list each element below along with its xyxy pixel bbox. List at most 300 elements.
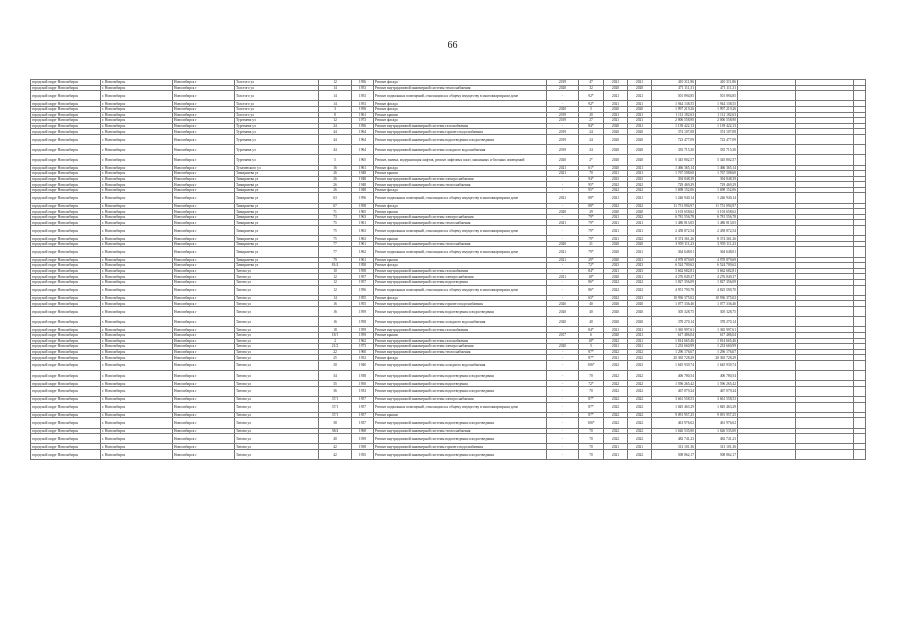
- table-cell: 2019: [547, 80, 579, 86]
- table-cell: 32: [579, 85, 604, 91]
- table-cell: Тимирязева ул: [235, 203, 319, 209]
- table-cell: 12: [319, 118, 352, 124]
- table-cell: 2020: [604, 106, 628, 112]
- table-cell: 313 101,36: [696, 444, 738, 450]
- table-cell: 4 825 590,70: [696, 285, 738, 295]
- table-cell: -: [547, 381, 579, 387]
- table-cell-empty: [738, 360, 796, 370]
- table-cell: г. Новосибирск: [101, 274, 173, 280]
- table-cell: 394 848,39: [652, 176, 696, 182]
- table-cell: Ремонт внутридомовой инженерной системы водоотведения и водоотведения: [374, 386, 547, 396]
- table-cell: Ремонт внутридомовой инженерной системы теплоснабжения: [374, 428, 547, 434]
- table-cell: 508 862,17: [652, 449, 696, 459]
- table-cell: 2023: [604, 176, 628, 182]
- table-cell: 95*: [579, 182, 604, 188]
- table-cell: 1 077 336,46: [652, 301, 696, 307]
- table-cell: 723 477,09: [652, 134, 696, 144]
- table-cell: городской округ Новосибирск: [31, 236, 101, 242]
- table-cell: 1938: [352, 371, 374, 381]
- table-cell-empty: [796, 371, 854, 381]
- table-cell: 378 270,14: [696, 317, 738, 327]
- table-cell-empty: [854, 247, 866, 257]
- table-cell: Ремонт внутридомовой инженерной системы газоснабжения: [374, 327, 547, 333]
- table-cell: 3: [319, 106, 352, 112]
- table-cell: Титова ул: [235, 285, 319, 295]
- table-cell: городской округ Новосибирск: [31, 241, 101, 247]
- table-cell: Новосибирск г: [173, 268, 235, 274]
- table-cell: 2020: [604, 274, 628, 280]
- table-cell: городской округ Новосибирск: [31, 171, 101, 177]
- table-cell: г. Новосибирск: [101, 145, 173, 155]
- table-cell: г. Новосибирск: [101, 209, 173, 215]
- table-cell: 2022: [628, 214, 652, 220]
- table-cell: 3 662 682,81: [696, 268, 738, 274]
- table-cell: 87*: [579, 349, 604, 355]
- table-cell: г. Новосибирск: [101, 327, 173, 333]
- table-cell: Новосибирск г: [173, 301, 235, 307]
- table-cell-empty: [738, 155, 796, 165]
- table-cell: городской округ Новосибирск: [31, 355, 101, 361]
- table-cell: 1963: [352, 226, 374, 236]
- table-cell: Ремонт, замена, модернизация лифтов, ремонт лифтовых шахт, машинных и блочных помещений: [374, 155, 547, 165]
- table-cell-empty: [738, 134, 796, 144]
- table-cell: 1958: [352, 268, 374, 274]
- table-cell: 2022: [604, 412, 628, 418]
- table-cell: 29: [579, 209, 604, 215]
- table-cell: г. Новосибирск: [101, 434, 173, 444]
- table-cell: г. Новосибирск: [101, 165, 173, 171]
- table-cell: 1968: [352, 428, 374, 434]
- table-cell: г. Новосибирск: [101, 257, 173, 263]
- table-cell: 2019: [547, 112, 579, 118]
- table-cell-empty: [796, 193, 854, 203]
- table-cell: 2022: [604, 434, 628, 444]
- table-cell: г. Новосибирск: [101, 263, 173, 269]
- table-cell: Титова ул: [235, 268, 319, 274]
- table-cell-empty: [796, 145, 854, 155]
- table-cell: 3 959 111,23: [696, 241, 738, 247]
- table-cell: 20: [579, 112, 604, 118]
- table-cell: 36: [319, 386, 352, 396]
- table-cell: 1 233 660,99: [652, 344, 696, 350]
- table-cell: -: [547, 123, 579, 129]
- table-cell: Новосибирск г: [173, 123, 235, 129]
- table-cell: 2022: [628, 236, 652, 242]
- table-cell: Титова ул: [235, 412, 319, 418]
- table-cell-empty: [854, 360, 866, 370]
- table-cell: г. Новосибирск: [101, 306, 173, 316]
- table-cell: 1 077 336,46: [696, 301, 738, 307]
- table-cell: Новосибирск г: [173, 155, 235, 165]
- table-cell: Ремонт фасада: [374, 295, 547, 301]
- table-cell: 2022: [628, 428, 652, 434]
- table-cell: 2021: [628, 327, 652, 333]
- table-cell: 2020: [604, 85, 628, 91]
- table-cell: 1948: [352, 187, 374, 193]
- table-cell: -: [547, 285, 579, 295]
- table-row: [31, 145, 866, 155]
- table-cell: 2022: [604, 295, 628, 301]
- table-cell: г. Новосибирск: [101, 101, 173, 107]
- table-cell: 1957: [352, 412, 374, 418]
- table-cell: 37/1: [319, 402, 352, 412]
- table-cell: 1 365 997,61: [652, 327, 696, 333]
- table-cell: Толстого ул: [235, 101, 319, 107]
- table-cell-empty: [854, 91, 866, 101]
- table-cell: 2022: [604, 203, 628, 209]
- table-cell: 1 997 219,26: [696, 106, 738, 112]
- table-cell: г. Новосибирск: [101, 134, 173, 144]
- table-cell: Тимирязева ул: [235, 241, 319, 247]
- table-cell: 2022: [628, 355, 652, 361]
- table-cell: 71: [319, 209, 352, 215]
- table-cell: 2021: [604, 171, 628, 177]
- table-cell: -: [547, 449, 579, 459]
- table-cell: Новосибирск г: [173, 355, 235, 361]
- table-cell: г. Новосибирск: [101, 193, 173, 203]
- table-cell: 87*: [579, 355, 604, 361]
- table-cell: городской округ Новосибирск: [31, 85, 101, 91]
- table-cell: Титова ул: [235, 386, 319, 396]
- table-cell: 2020: [604, 123, 628, 129]
- table-cell: 2022: [604, 397, 628, 403]
- table-cell: 14: [319, 85, 352, 91]
- table-cell: г. Новосибирск: [101, 80, 173, 86]
- table-cell: 12: [319, 274, 352, 280]
- table-cell: 10 936 375,02: [696, 295, 738, 301]
- table-cell: 27: [579, 118, 604, 124]
- table-row: [31, 193, 866, 203]
- table-cell: 2020: [604, 332, 628, 338]
- table-cell-empty: [738, 285, 796, 295]
- table-cell: Ремонт крыши: [374, 209, 547, 215]
- table-cell: 461 976,02: [696, 418, 738, 428]
- table-cell: 2022: [604, 360, 628, 370]
- table-cell: Титова ул: [235, 332, 319, 338]
- table-cell: 5 345 802,57: [652, 155, 696, 165]
- table-cell: 94*: [579, 176, 604, 182]
- table-cell: Ремонт внутридомовой инженерной системы электроснабжения: [374, 344, 547, 350]
- table-cell-empty: [854, 193, 866, 203]
- table-cell: г. Новосибирск: [101, 402, 173, 412]
- table-cell: 2020: [604, 129, 628, 135]
- table-cell: 1956: [352, 123, 374, 129]
- table-cell: г. Новосибирск: [101, 112, 173, 118]
- table-cell: городской округ Новосибирск: [31, 268, 101, 274]
- table-cell: Ремонт крыши: [374, 412, 547, 418]
- table-cell: 4 978 879,69: [696, 257, 738, 263]
- table-cell-empty: [738, 193, 796, 203]
- table-cell: 1963: [352, 214, 374, 220]
- table-cell: Ремонт внутридомовой инженерной системы газоснабжения: [374, 338, 547, 344]
- table-cell: Новосибирск г: [173, 434, 235, 444]
- table-cell: 5: [579, 344, 604, 350]
- table-cell: 87*: [579, 412, 604, 418]
- table-cell: городской округ Новосибирск: [31, 226, 101, 236]
- table-cell: городской округ Новосибирск: [31, 418, 101, 428]
- table-cell-empty: [854, 402, 866, 412]
- table-cell: 40: [319, 434, 352, 444]
- table-cell: -: [547, 371, 579, 381]
- table-cell: 2 006 558,90: [652, 118, 696, 124]
- table-cell: 1957: [352, 279, 374, 285]
- table-cell: 1959: [352, 332, 374, 338]
- table-cell-empty: [738, 317, 796, 327]
- table-cell: Новосибирск г: [173, 402, 235, 412]
- table-cell: 471 111,31: [652, 85, 696, 91]
- table-cell: 2023: [628, 295, 652, 301]
- table-row: [31, 434, 866, 444]
- table-cell: 1939: [352, 434, 374, 444]
- table-cell: Титова ул: [235, 317, 319, 327]
- table-cell: Ремонт внутридомовой инженерной системы холодного водоснабжения: [374, 360, 547, 370]
- table-row: [31, 226, 866, 236]
- table-cell: 35: [319, 381, 352, 387]
- table-cell: 1948: [352, 182, 374, 188]
- table-cell-empty: [854, 285, 866, 295]
- table-cell: 2021: [547, 165, 579, 171]
- table-cell: Новосибирск г: [173, 257, 235, 263]
- table-cell: -: [547, 412, 579, 418]
- table-cell: 1958: [352, 263, 374, 269]
- table-cell: 2022: [628, 434, 652, 444]
- table-cell: Новосибирск г: [173, 444, 235, 450]
- table-cell: городской округ Новосибирск: [31, 106, 101, 112]
- table-cell: -: [547, 176, 579, 182]
- table-cell: городской округ Новосибирск: [31, 434, 101, 444]
- table-cell: Ремонт подвальных помещений, относящихся к общему имуществу в многоквартирном доме: [374, 247, 547, 257]
- table-cell: 2020: [547, 317, 579, 327]
- table-cell: Ремонт подвальных помещений, относящихся к общему имуществу в многоквартирном доме: [374, 91, 547, 101]
- table-cell: 2022: [628, 418, 652, 428]
- table-cell: 2021: [628, 444, 652, 450]
- table-cell: Новосибирск г: [173, 106, 235, 112]
- table-cell: 70: [579, 444, 604, 450]
- table-cell: Титова ул: [235, 301, 319, 307]
- table-cell: 2021: [628, 257, 652, 263]
- table-cell: 2021: [628, 220, 652, 226]
- table-cell: Ремонт подвальных помещений, относящихся к общему имуществу в многоквартирном доме: [374, 193, 547, 203]
- table-cell: Титова ул: [235, 327, 319, 333]
- table-cell: 1 814 665,46: [696, 338, 738, 344]
- table-cell-empty: [854, 317, 866, 327]
- table-cell: городской округ Новосибирск: [31, 257, 101, 263]
- table-cell: 467 079,24: [696, 386, 738, 396]
- table-cell: -: [547, 428, 579, 434]
- table-row: [31, 402, 866, 412]
- table-cell: г. Новосибирск: [101, 187, 173, 193]
- table-cell: Новосибирск г: [173, 214, 235, 220]
- table-cell: 11 751 094,97: [652, 203, 696, 209]
- table-cell: 2020: [628, 317, 652, 327]
- table-cell: 1 296 176,67: [652, 349, 696, 355]
- table-cell: 5: [579, 106, 604, 112]
- table-cell: 1964: [352, 145, 374, 155]
- table-cell: 1962: [352, 338, 374, 344]
- table-cell: г. Новосибирск: [101, 106, 173, 112]
- table-cell: 70: [579, 449, 604, 459]
- table-cell: 1 139 422,13: [696, 123, 738, 129]
- table-cell: Титова ул: [235, 371, 319, 381]
- table-cell-empty: [796, 247, 854, 257]
- table-cell: 2023: [628, 285, 652, 295]
- table-cell: 6 524 709,62: [696, 263, 738, 269]
- table-cell-empty: [854, 155, 866, 165]
- table-cell: 1 698 152,06: [696, 187, 738, 193]
- table-cell: Ремонт внутридомовой инженерной системы водоотведения и водоотведения: [374, 306, 547, 316]
- table-cell: 65*: [579, 295, 604, 301]
- table-cell: Толстого ул: [235, 112, 319, 118]
- table-cell: городской округ Новосибирск: [31, 444, 101, 450]
- table-cell-empty: [738, 145, 796, 155]
- table-cell: 11 751 094,97: [696, 203, 738, 209]
- table-cell: Новосибирск г: [173, 418, 235, 428]
- table-cell: 2022: [604, 182, 628, 188]
- table-cell: 313 101,36: [652, 444, 696, 450]
- table-cell: 2022: [604, 349, 628, 355]
- table-row: [31, 285, 866, 295]
- table-cell: городской округ Новосибирск: [31, 317, 101, 327]
- table-cell: городской округ Новосибирск: [31, 338, 101, 344]
- table-cell: г. Новосибирск: [101, 226, 173, 236]
- table-cell: 617 486,04: [652, 332, 696, 338]
- table-cell: -: [547, 182, 579, 188]
- table-cell: 21/2: [319, 344, 352, 350]
- table-cell: -: [547, 91, 579, 101]
- table-cell: 1961: [352, 241, 374, 247]
- table-cell: 2020: [604, 209, 628, 215]
- table-cell: г. Новосибирск: [101, 444, 173, 450]
- table-cell: 12: [319, 285, 352, 295]
- table-cell: 2021: [547, 247, 579, 257]
- table-cell: 38/4: [319, 428, 352, 434]
- table-cell: г. Новосибирск: [101, 332, 173, 338]
- table-cell: 2022: [628, 402, 652, 412]
- table-cell: 1955: [352, 301, 374, 307]
- table-cell: Новосибирск г: [173, 274, 235, 280]
- table-cell: 2: [319, 338, 352, 344]
- table-cell: 335 715,30: [696, 145, 738, 155]
- table-cell: 2020: [547, 306, 579, 316]
- table-cell: Новосибирск г: [173, 386, 235, 396]
- table-cell: 2023: [604, 263, 628, 269]
- table-cell: 20 365 728,29: [696, 355, 738, 361]
- table-cell: 70: [579, 428, 604, 434]
- table-cell: 1 596 265,42: [696, 381, 738, 387]
- table-cell: Тимирязева ул: [235, 236, 319, 242]
- table-cell: городской округ Новосибирск: [31, 386, 101, 396]
- table-cell: 3 103 658,62: [696, 209, 738, 215]
- table-cell: 24: [579, 134, 604, 144]
- table-cell-empty: [796, 91, 854, 101]
- table-cell: Тимирязева ул: [235, 226, 319, 236]
- table-cell-empty: [796, 386, 854, 396]
- table-cell: 29*: [579, 257, 604, 263]
- table-cell: Ремонт фасада: [374, 165, 547, 171]
- table-cell: Новосибирск г: [173, 145, 235, 155]
- table-cell: Тургенева ул: [235, 129, 319, 135]
- table-cell: 2021: [628, 338, 652, 344]
- table-cell: городской округ Новосибирск: [31, 449, 101, 459]
- table-cell: 1953: [352, 91, 374, 101]
- table-cell: Ремонт внутридомовой инженерной системы водоотведения и водоотведения: [374, 418, 547, 428]
- table-cell: Титова ул: [235, 449, 319, 459]
- table-cell: городской округ Новосибирск: [31, 91, 101, 101]
- table-cell: 40: [579, 306, 604, 316]
- table-cell: 467 079,24: [652, 386, 696, 396]
- table-cell: 2020: [604, 145, 628, 155]
- table-cell: городской округ Новосибирск: [31, 397, 101, 403]
- table-cell: 2021: [604, 268, 628, 274]
- table-cell: Ремонт внутридомовой инженерной системы теплоснабжения: [374, 349, 547, 355]
- table-row: [31, 418, 866, 428]
- table-cell: городской округ Новосибирск: [31, 295, 101, 301]
- table-cell: Ремонт внутридомовой инженерной системы теплоснабжения: [374, 241, 547, 247]
- table-cell: Тимирязева ул: [235, 209, 319, 215]
- table-cell: 2022: [628, 182, 652, 188]
- table-row: [31, 449, 866, 459]
- table-cell: 2021: [628, 80, 652, 86]
- table-cell: 2022: [628, 397, 652, 403]
- table-cell: г. Новосибирск: [101, 203, 173, 209]
- table-cell: 1965: [352, 155, 374, 165]
- table-cell: 2020: [628, 129, 652, 135]
- table-cell: Ремонт внутридомовой инженерной системы электроснабжения: [374, 176, 547, 182]
- table-cell: г. Новосибирск: [101, 386, 173, 396]
- table-cell: городской округ Новосибирск: [31, 165, 101, 171]
- table-cell: 6: [579, 332, 604, 338]
- table-cell: 2020: [604, 134, 628, 144]
- table-cell: городской округ Новосибирск: [31, 306, 101, 316]
- table-cell: Тургенева ул: [235, 155, 319, 165]
- table-cell: г. Новосибирск: [101, 338, 173, 344]
- table-cell: Тургенева ул: [235, 134, 319, 144]
- table-cell: г. Новосибирск: [101, 381, 173, 387]
- table-cell: 723 477,09: [696, 134, 738, 144]
- table-cell: Новосибирск г: [173, 285, 235, 295]
- table-cell: Тухачевского ул: [235, 165, 319, 171]
- table-cell: г. Новосибирск: [101, 285, 173, 295]
- table-cell: 2023: [628, 268, 652, 274]
- table-cell: 2022: [628, 349, 652, 355]
- table-cell: 2019: [547, 129, 579, 135]
- table-cell: 16: [319, 306, 352, 316]
- table-cell: 374 107,08: [696, 129, 738, 135]
- table-cell: 2022: [604, 381, 628, 387]
- table-cell: Ремонт внутридомовой инженерной системы теплоснабжения: [374, 85, 547, 91]
- table-cell: 63: [319, 193, 352, 203]
- table-cell: 2020: [604, 241, 628, 247]
- table-cell: Титова ул: [235, 397, 319, 403]
- table-cell: 2019: [547, 145, 579, 155]
- table-cell: 8 374 361,26: [652, 236, 696, 242]
- table-cell: г. Новосибирск: [101, 236, 173, 242]
- table-cell: 4 978 879,69: [652, 257, 696, 263]
- table-cell: городской округ Новосибирск: [31, 349, 101, 355]
- table-cell: 1 139 422,13: [652, 123, 696, 129]
- table-cell: 77: [319, 247, 352, 257]
- table-cell: г. Новосибирск: [101, 176, 173, 182]
- table-cell: городской округ Новосибирск: [31, 285, 101, 295]
- table-cell: 2021: [604, 355, 628, 361]
- table-cell: 79*: [579, 220, 604, 226]
- table-cell: 87*: [579, 397, 604, 403]
- table-cell: 2022: [604, 386, 628, 396]
- table-cell: городской округ Новосибирск: [31, 80, 101, 86]
- table-cell: 461 976,02: [652, 418, 696, 428]
- table-cell: 2023: [628, 263, 652, 269]
- table-cell: -: [547, 355, 579, 361]
